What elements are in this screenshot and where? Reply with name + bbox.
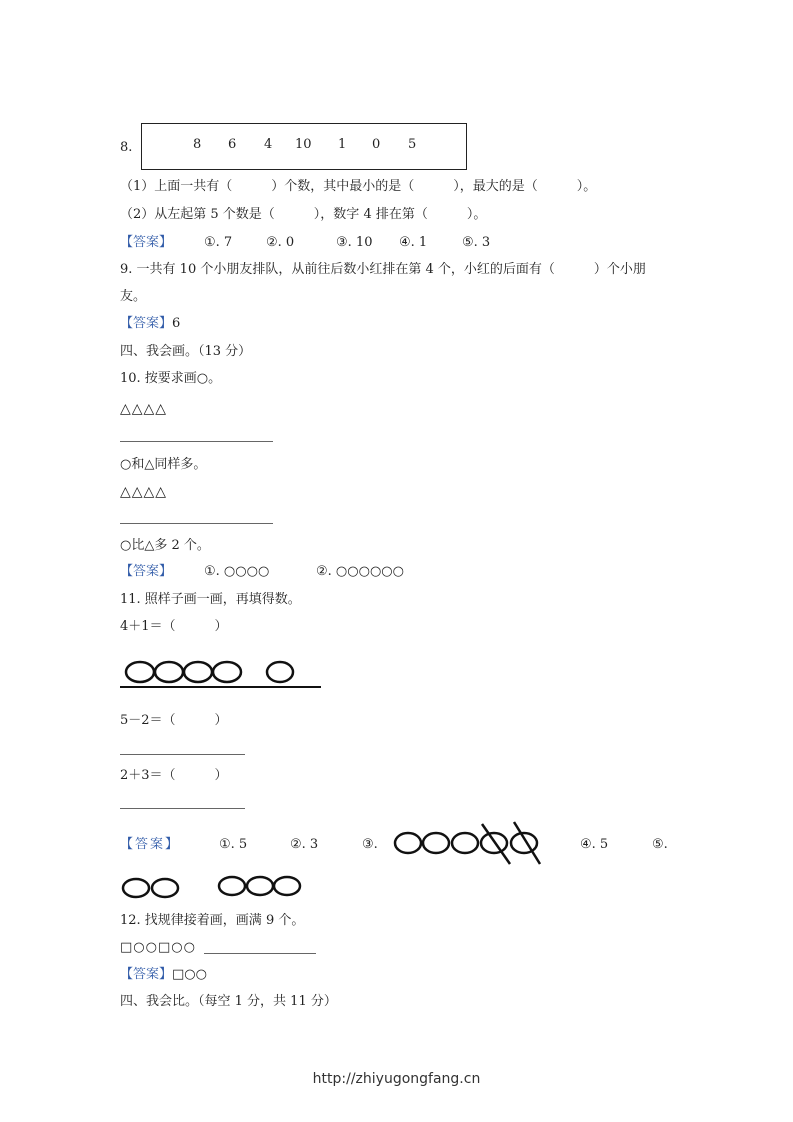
footer-url: http://zhiyugongfang.cn [312, 1071, 481, 1087]
number-item: 8 [193, 137, 202, 152]
pattern: □○○□○○ [120, 940, 196, 955]
answer-item: ④. 5 [580, 837, 609, 852]
answer-item: ⑤. [652, 837, 668, 852]
question-number: 8. [120, 140, 133, 155]
number-item: 6 [228, 137, 237, 152]
answer-line [120, 441, 273, 442]
section-heading: 四、我会画。（13 分） [120, 344, 252, 359]
answer-label: 【答案】 [120, 564, 173, 579]
answer-item: ②. 0 [266, 235, 295, 250]
equation: 4＋1＝（ ） [120, 619, 228, 634]
answer-label: 【答案】 [120, 235, 173, 250]
number-box [141, 123, 467, 170]
q8-part1: （1）上面一共有（ ）个数，其中最小的是（ ），最大的是（ ）。 [120, 179, 597, 194]
number-item: 0 [372, 137, 381, 152]
answer-item: ①. 7 [204, 235, 233, 250]
q8-part2: （2）从左起第 5 个数是（ ），数字 4 排在第（ ）。 [120, 207, 487, 222]
answer-label: 【答案】 [120, 837, 181, 852]
answer-item: ③. 10 [336, 235, 373, 250]
number-item: 10 [295, 137, 312, 152]
equation: 5－2＝（ ） [120, 713, 228, 728]
answer-item: □○○ [172, 967, 207, 982]
q10-caption: ○和△同样多。 [120, 457, 207, 472]
number-item: 5 [408, 137, 417, 152]
triangle-row: △△△△ [120, 401, 168, 417]
number-item: 1 [338, 137, 347, 152]
answer-line [120, 523, 273, 524]
q10-caption: ○比△多 2 个。 [120, 538, 210, 553]
answer-item: ④. 1 [399, 235, 428, 250]
example-circles-drawing [118, 655, 328, 691]
section-heading: 四、我会比。（每空 1 分，共 11 分） [120, 994, 337, 1009]
answer-circles-drawing [118, 874, 308, 900]
answer-label: 【答案】 [120, 316, 173, 331]
q9-line2: 友。 [120, 289, 147, 304]
answer-item: ③. [362, 837, 378, 852]
answer-item: ②. ○○○○○○ [316, 564, 404, 579]
answer-item: 6 [172, 316, 181, 331]
equation: 2＋3＝（ ） [120, 768, 228, 783]
triangle-row: △△△△ [120, 484, 168, 500]
answer-line [120, 754, 245, 755]
q12-title: 12. 找规律接着画，画满 9 个。 [120, 913, 305, 928]
q11-title: 11. 照样子画一画，再填得数。 [120, 592, 301, 607]
q10-title: 10. 按要求画○。 [120, 371, 222, 386]
answer-line [120, 808, 245, 809]
number-item: 4 [264, 137, 273, 152]
answer-item: ①. 5 [219, 837, 248, 852]
q9-line1: 9. 一共有 10 个小朋友排队，从前往后数小红排在第 4 个，小红的后面有（ ）个小朋 [120, 262, 646, 277]
answer-item: ⑤. 3 [462, 235, 491, 250]
answer-item: ②. 3 [290, 837, 319, 852]
answer-line [204, 953, 316, 954]
answer-label: 【答案】 [120, 967, 173, 982]
crossed-circles-drawing [392, 820, 547, 866]
answer-item: ①. ○○○○ [204, 564, 270, 579]
